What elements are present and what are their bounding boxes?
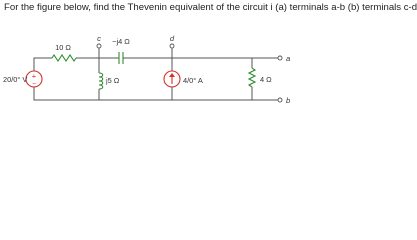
terminal-a-node [278, 56, 282, 60]
wire-bottom [34, 87, 252, 100]
inductor-j5-ohm [99, 73, 103, 89]
capacitor-label: −j4 Ω [112, 37, 130, 46]
voltage-source-label: 20/0° V [3, 75, 28, 84]
resistor-4-ohm [249, 68, 255, 87]
resistor-4-ohm-label: 4 Ω [260, 75, 272, 84]
current-source [164, 71, 180, 87]
minus-sign: − [31, 81, 37, 88]
terminal-a-label: a [286, 54, 291, 63]
terminal-d-node [170, 44, 174, 48]
inductor-label: j5 Ω [106, 76, 120, 85]
terminal-b-node [278, 98, 282, 102]
resistor-10-ohm [52, 55, 76, 61]
question-text: For the figure below, find the Thevenin equivalent of the circuit i (a) terminals a-b (b) terminals c-d [4, 2, 417, 13]
plus-sign: + [31, 71, 37, 81]
voltage-source [26, 71, 42, 88]
terminal-d-label: d [169, 34, 175, 43]
terminal-b-label: b [286, 96, 291, 105]
wire-top-left [34, 58, 52, 71]
capacitor-element [119, 52, 123, 64]
terminal-c-node [97, 44, 101, 48]
terminal-c-label: c [97, 34, 101, 43]
current-source-label: 4/0° A [183, 76, 203, 85]
resistor-10-ohm-label: 10 Ω [55, 43, 71, 52]
